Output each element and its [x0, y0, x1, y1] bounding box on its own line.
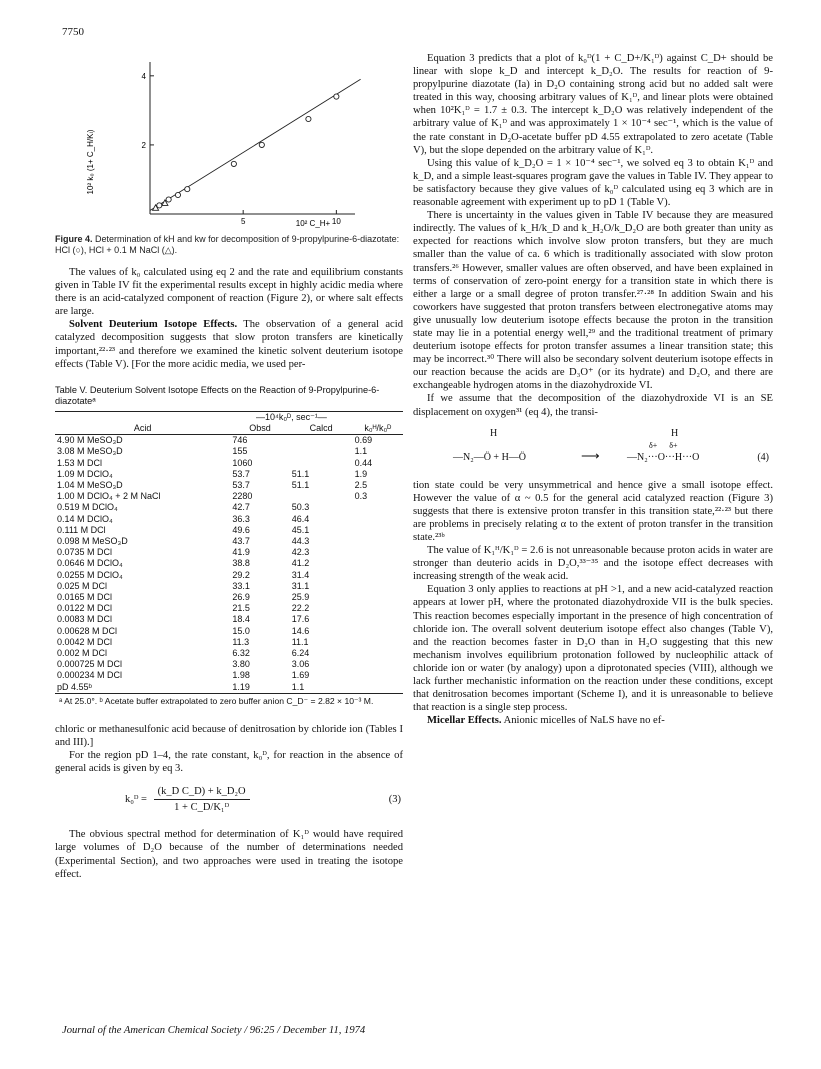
cell-obsd: 155	[232, 446, 248, 457]
paragraph-chloric: chloric or methanesulfonic acid because of denitrosation by chloride ion (Tables I and III).]	[55, 723, 403, 748]
table-row	[55, 670, 403, 681]
cell-calcd: 31.1	[291, 580, 310, 591]
cell-acid: 0.025 M DCl	[57, 580, 108, 591]
cell-ratio	[353, 626, 403, 637]
cell-ratio: 2.5	[354, 479, 368, 490]
paragraph-micellar	[413, 714, 773, 727]
cell-ratio	[353, 536, 403, 547]
paragraph-spectral-method: The obvious spectral method for determination of K₁ᴰ would have required large volumes of D₂O because of the number of determinations needed (Experimental Section), and two approaches were used in treating the isotope effect.	[55, 829, 403, 880]
scheme-reactant: —N₂—Ö + H—Ö	[453, 451, 527, 463]
y-tick-label: 4	[141, 71, 146, 81]
figure-4-plot	[55, 52, 403, 232]
paragraph-eq3-applies: Equation 3 only applies to reactions at pH >1, and a new acid-catalyzed reaction appears at lower pH, where the protonated diazohydroxide VII is the bulk species. This reaction becomes especially important in the presence of high concentration of chloride ion. The overall solvent deuterium isotope effect also changes (Table V), and the reaction becomes faster in D₂O than in H₂O suggesting that this new mechanism involves equilibrium protonation followed by nucleophilic attack of chloride ion or water (by analogy) upon a diprotonated species (VIII), although we lack further mechanistic information on the reaction under these conditions, except that denitrosation becomes important (Scheme I), and it is unreasonable to believe that reaction is a single step process.	[413, 584, 773, 714]
table-row	[55, 469, 403, 480]
paragraph-transition-state: tion state could be very unsymmetrical and hence give a small isotope effect. However the value of α ~ 0.5 for the general acid catalyzed reaction (Figure 3) suggests that there is extensive proton transfer in this transition state,²²·²³ but there are problems in precisely relating α to the extent of proton transfer in the transition state.²³ᵇ	[413, 479, 773, 543]
table-v-title: Table V. Deuterium Solvent Isotope Effects on the Reaction of 9-Propylpurine-6-diazotateᵃ	[55, 384, 380, 406]
cell-obsd: 1060	[232, 457, 253, 468]
table-row	[55, 648, 403, 659]
figure-4	[55, 52, 403, 232]
section-text-isotope: The observation of a general acid catalyzed decomposition suggests that slow proton transfers are kinetically important,²²·²³ and therefore we examined the kinetic solvent deuterium isotope effects (Table V). [For the more acidic media, we used per-	[55, 319, 403, 370]
table-header-acid: Acid	[55, 423, 230, 435]
cell-acid: 0.0735 M DCl	[57, 547, 113, 558]
left-column	[55, 52, 403, 881]
table-row	[55, 458, 403, 469]
x-tick-label: 5	[240, 217, 246, 226]
x-tick-label: 10	[331, 217, 341, 226]
table-row	[55, 536, 403, 547]
cell-acid: 3.08 M MeSO₃D	[57, 446, 123, 457]
fit-line	[150, 79, 361, 210]
cell-obsd: 2280	[232, 491, 253, 502]
cell-obsd: 29.2	[232, 569, 250, 580]
table-row	[55, 446, 403, 457]
cell-calcd: 51.1	[291, 479, 310, 490]
cell-obsd: 15.0	[232, 625, 250, 636]
figure-caption-label: Figure 4.	[55, 234, 93, 244]
cell-calcd: 11.1	[291, 636, 309, 647]
scheme-charges: δ+ δ+	[649, 440, 678, 450]
cell-ratio	[353, 570, 403, 581]
cell-obsd: 1.98	[232, 670, 250, 681]
cell-ratio	[353, 648, 403, 659]
plot-marks	[150, 79, 361, 210]
cell-ratio: 1.1	[354, 446, 368, 457]
paragraph-k1-ratio: The value of K₁ᴴ/K₁ᴰ = 2.6 is not unreasonable because proton acids in water are stronger than deuterio acids in D₂O,³³⁻³⁵ and the isotope effect decreases with increasing strength of the weak acid.	[413, 545, 773, 583]
cell-calcd: 31.4	[291, 569, 310, 580]
equation-3-numerator: (k_D C_D) + k_D₂O	[154, 785, 250, 800]
cell-ratio	[353, 659, 403, 670]
scheme-eq-4	[413, 425, 773, 471]
table-row	[55, 480, 403, 491]
cell-obsd: 38.8	[232, 558, 250, 569]
cell-calcd: 50.3	[291, 502, 310, 513]
data-point-circle	[185, 187, 190, 192]
cell-obsd: 49.6	[232, 524, 250, 535]
cell-ratio: 1.9	[354, 468, 368, 479]
cell-ratio	[353, 558, 403, 569]
cell-acid: 0.000725 M DCl	[57, 659, 123, 670]
table-row	[55, 659, 403, 670]
figure-caption	[55, 234, 403, 256]
scheme-number: (4)	[757, 451, 769, 463]
table-v-footnote: ᵃ At 25.0°. ᵇ Acetate buffer extrapolated to zero buffer anion C_D⁻ = 2.82 × 10⁻³ M.	[59, 695, 374, 706]
journal-footer: Journal of the American Chemical Society / 96:25 / December 11, 1974	[62, 1025, 366, 1036]
cell-acid: 1.00 M DClO₄ + 2 M NaCl	[57, 491, 161, 502]
y-axis-label: 10² k₀ (1+ C_H/Kₗ)	[86, 129, 95, 195]
cell-obsd: 21.5	[232, 603, 250, 614]
section-text-micellar: Anionic micelles of NaLS have no ef-	[503, 715, 665, 727]
cell-acid: 0.0122 M DCl	[57, 603, 113, 614]
cell-calcd: 25.9	[291, 592, 310, 602]
data-point-circle	[157, 203, 162, 208]
cell-ratio	[353, 514, 403, 525]
cell-obsd: 746	[232, 435, 248, 446]
equation-3-body	[125, 785, 254, 814]
data-point-circle	[306, 116, 311, 121]
cell-calcd: 42.3	[291, 547, 310, 558]
table-header-obsd: Obsd	[230, 423, 289, 435]
scheme-arrow: ⟶	[581, 447, 600, 463]
cell-acid: 0.0042 M DCl	[57, 636, 113, 647]
paragraph-using-value: Using this value of k_D₂O = 1 × 10⁻⁴ sec⁻¹, we solved eq 3 to obtain K₁ᴰ and k_D, and a simple least-squares program gave the values in Table IV. They appear to be satisfactory because they give values of k₀ᴰ calculated using eq 3 which are in reasonable agreement with experiment up to pD 1 (Table V).	[413, 157, 773, 209]
cell-obsd: 41.9	[232, 547, 250, 558]
cell-ratio: 0.44	[354, 457, 373, 468]
cell-obsd: 33.1	[232, 580, 250, 591]
table-v	[55, 411, 403, 694]
cell-obsd: 18.4	[232, 614, 250, 625]
cell-calcd	[290, 491, 353, 502]
cell-ratio	[353, 502, 403, 513]
cell-acid: 0.098 M MeSO₃D	[57, 535, 128, 546]
table-header-spacer	[55, 411, 230, 423]
table-row	[55, 491, 403, 502]
scheme-h-reactant: H	[490, 427, 498, 439]
figure-caption-text: Determination of kH and kw for decomposition of 9-propylpurine-6-diazotate: HCl (○), HCl + 0.1 M NaCl (△).	[55, 234, 400, 255]
cell-calcd: 44.3	[291, 535, 310, 546]
cell-ratio	[353, 614, 403, 625]
table-row	[55, 603, 403, 614]
cell-acid: 0.0646 M DClO₄	[57, 558, 123, 569]
cell-ratio	[353, 670, 403, 681]
cell-calcd: 22.2	[291, 603, 310, 614]
scheme-product: —N₂···O···H···O	[627, 451, 700, 463]
data-point-circle	[166, 197, 171, 202]
cell-calcd	[290, 435, 353, 447]
table-row	[55, 682, 403, 694]
paragraph-uncertainty: There is uncertainty in the values given in Table IV because they are measured indirectly. The values of k_H/k_D and k_H₂O/k_D₂O are both greater than unity as expected for reactions which involve slow proton transfers, but they are much smaller than the value of ca. 6 which is traditionally associated with slow proton transfers.²⁶ However, smaller values are often observed, and have been explained in terms of conservation of zero-point energy for a transition state in which there is either a large or a small degree of proton transfer.²⁷·²⁸ In addition Swain and his coworkers have suggested that proton transfers between electronegative atoms may give unusually low deuterium isotope effects because the proton in the transition state may lie in a potential energy well,²⁹ and the traditional treatment of primary deuterium isotope effects for proton transfer assumes a linear transition state; this may be incorrect.³⁰ There will also be secondary solvent deuterium isotope effects in our reaction because the acids are D₃O⁺ (or its hydrate) and D₂O, and there are exchangeable hydrogen atoms in the diazohydroxide VI.	[413, 210, 773, 392]
cell-ratio	[353, 592, 403, 603]
equation-3-denominator: 1 + C_D/K₁ᴰ	[174, 802, 230, 814]
paragraph-isotope-effects	[55, 318, 403, 370]
table-row	[55, 525, 403, 536]
cell-calcd: 45.1	[291, 524, 310, 535]
cell-acid: 0.519 M DClO₄	[57, 502, 118, 513]
table-group-header: —10⁴k₀ᴰ, sec⁻¹—	[230, 411, 352, 423]
data-point-circle	[334, 94, 339, 99]
page-number: 7750	[62, 26, 84, 38]
cell-acid: 4.90 M MeSO₃D	[57, 435, 123, 446]
table-row	[55, 637, 403, 648]
table-row	[55, 435, 403, 447]
table-header-ratio: k₀ᴴ/k₀ᴰ	[353, 423, 403, 435]
equation-3-fraction	[154, 785, 250, 814]
cell-acid: 0.0165 M DCl	[57, 592, 113, 602]
cell-calcd: 1.1	[290, 682, 353, 694]
cell-obsd: 43.7	[232, 535, 250, 546]
cell-ratio: 0.69	[354, 435, 373, 446]
cell-calcd: 51.1	[291, 468, 310, 479]
equation-3-number: (3)	[388, 794, 401, 806]
equation-3	[55, 785, 403, 814]
cell-obsd: 3.80	[232, 659, 250, 670]
table-row	[55, 614, 403, 625]
cell-acid: 0.14 M DClO₄	[57, 513, 113, 524]
cell-ratio	[353, 603, 403, 614]
cell-acid: 0.111 M DCl	[57, 524, 106, 535]
table-row	[55, 592, 403, 603]
cell-obsd: 36.3	[232, 513, 250, 524]
right-column	[413, 52, 773, 727]
cell-calcd: 46.4	[291, 513, 310, 524]
cell-obsd: 42.7	[232, 502, 250, 513]
table-row	[55, 581, 403, 592]
equation-3-lhs: k₀ᴰ =	[125, 794, 147, 806]
cell-acid: pD 4.55ᵇ	[55, 682, 230, 694]
cell-obsd: 11.3	[232, 636, 250, 647]
cell-ratio	[353, 547, 403, 558]
cell-obsd: 53.7	[232, 479, 250, 490]
cell-acid: 0.002 M DCl	[57, 648, 108, 659]
paragraph-region-pd: For the region pD 1–4, the rate constant, k₀ᴰ, for reaction in the absence of general acids is given by eq 3.	[55, 750, 403, 775]
cell-calcd: 14.6	[291, 625, 310, 636]
section-heading-isotope: Solvent Deuterium Isotope Effects.	[69, 319, 238, 331]
cell-calcd: 17.6	[291, 614, 310, 625]
cell-acid: 1.09 M DClO₄	[57, 468, 113, 479]
scheme-h-product: H	[671, 427, 679, 439]
data-point-circle	[175, 192, 180, 197]
cell-acid: 1.04 M MeSO₃D	[57, 479, 123, 490]
cell-calcd: 1.69	[291, 670, 310, 681]
cell-acid: 0.0255 M DClO₄	[57, 569, 123, 580]
table-row	[55, 547, 403, 558]
cell-obsd: 1.19	[230, 682, 289, 694]
y-tick-label: 2	[141, 140, 146, 150]
plot-axes	[142, 62, 355, 226]
cell-calcd	[290, 458, 353, 469]
cell-obsd: 6.32	[232, 648, 250, 659]
data-point-circle	[259, 142, 264, 147]
cell-obsd: 53.7	[232, 468, 250, 479]
table-v-body	[55, 435, 403, 694]
table-header-spacer	[353, 411, 403, 423]
table-header-calcd: Calcd	[290, 423, 353, 435]
cell-calcd: 41.2	[291, 558, 310, 569]
table-row	[55, 570, 403, 581]
paragraph-eq3-predicts: Equation 3 predicts that a plot of k₀ᴰ(1 + C_D+/K₁ᴰ) against C_D+ should be linear with slope k_D and intercept k_D₂O. The results for reaction of 9-propylpurine diazotate (Ia) in D₂O containing strong acid but no added salt were treated in this way, choosing arbitrary values of K₁ᴰ, and linear plots were obtained when 10²K₁ᴰ = 1.7 ± 0.3. The intercept k_D₂O was relatively independent of the arbitrary value of K₁ᴰ and was approximately 1 × 10⁻⁴ sec⁻¹, which is the value of the rate constant in D₂O-acetate buffer pD 4.55 extrapolated to zero acetate (Table V), but the slope depended on the arbitrary value of K₁ᴰ.	[413, 53, 773, 156]
cell-ratio	[353, 637, 403, 648]
cell-ratio	[353, 525, 403, 536]
table-row	[55, 626, 403, 637]
cell-acid: 0.000234 M DCl	[57, 670, 123, 681]
cell-obsd: 26.9	[232, 592, 250, 602]
cell-acid: 0.00628 M DCl	[57, 625, 118, 636]
cell-calcd	[290, 446, 353, 457]
table-row	[55, 502, 403, 513]
cell-acid: 1.53 M DCl	[57, 457, 103, 468]
table-row	[55, 558, 403, 569]
data-point-circle	[231, 161, 236, 166]
table-row	[55, 514, 403, 525]
paragraph-se-displacement: If we assume that the decomposition of the diazohydroxide VI is an SE displacement on oxygen³¹ (eq 4), the transi-	[413, 393, 773, 418]
cell-calcd: 6.24	[291, 648, 310, 659]
cell-ratio	[353, 682, 403, 694]
cell-ratio: 0.3	[354, 491, 368, 502]
cell-calcd: 3.06	[291, 659, 310, 670]
x-axis-label: 10² C_H+	[295, 219, 331, 228]
paragraph-k0-values: The values of k₀ calculated using eq 2 and the rate and equilibrium constants given in Table IV fit the experimental results except in highly acidic media where there is an acid-catalyzed component of reaction (Figure 2), or where salt effects are large.	[55, 267, 403, 318]
cell-ratio	[353, 581, 403, 592]
cell-acid: 0.0083 M DCl	[57, 614, 113, 625]
section-heading-micellar: Micellar Effects.	[427, 715, 502, 727]
